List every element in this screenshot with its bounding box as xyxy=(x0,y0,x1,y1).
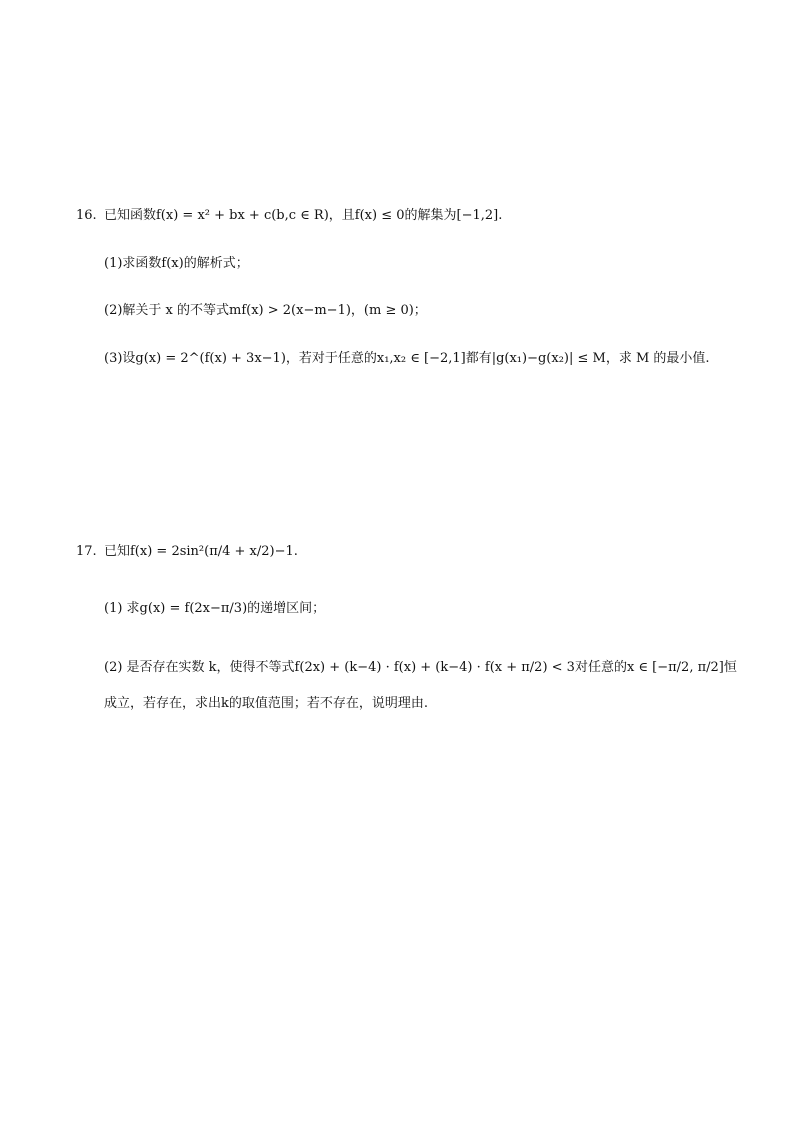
problem-17-part-1: (1) 求g(x) = f(2x−π/3)的递增区间； xyxy=(104,601,326,616)
problem-16-part-2: (2)解关于 x 的不等式mf(x) > 2(x−m−1)，(m ≥ 0)； xyxy=(104,303,427,318)
problem-17-number: 17. xyxy=(76,544,97,559)
problem-16-stem: 已知函数f(x) = x² + bx + c(b,c ∈ R)，且f(x) ≤ 0的解集为[−1,2]. xyxy=(104,208,503,223)
problem-16-number: 16. xyxy=(76,208,97,223)
problem-16-part-3: (3)设g(x) = 2^(f(x) + 3x−1)，若对于任意的x₁,x₂ ∈ [−2,1]都有|g(x₁)−g(x₂)| ≤ M，求 M 的最小值. xyxy=(104,351,710,366)
problem-17-part-2-continued: 成立，若存在，求出k的取值范围；若不存在，说明理由. xyxy=(104,696,429,711)
problem-17-stem: 已知f(x) = 2sin²(π/4 + x/2)−1. xyxy=(104,544,298,559)
problem-16-part-1: (1)求函数f(x)的解析式； xyxy=(104,256,249,271)
problem-17-part-2: (2) 是否存在实数 k，使得不等式f(2x) + (k−4) · f(x) + (k−4) · f(x + π/2) < 3对任意的x ∈ [−π/2, π/2]恒 xyxy=(104,660,737,675)
